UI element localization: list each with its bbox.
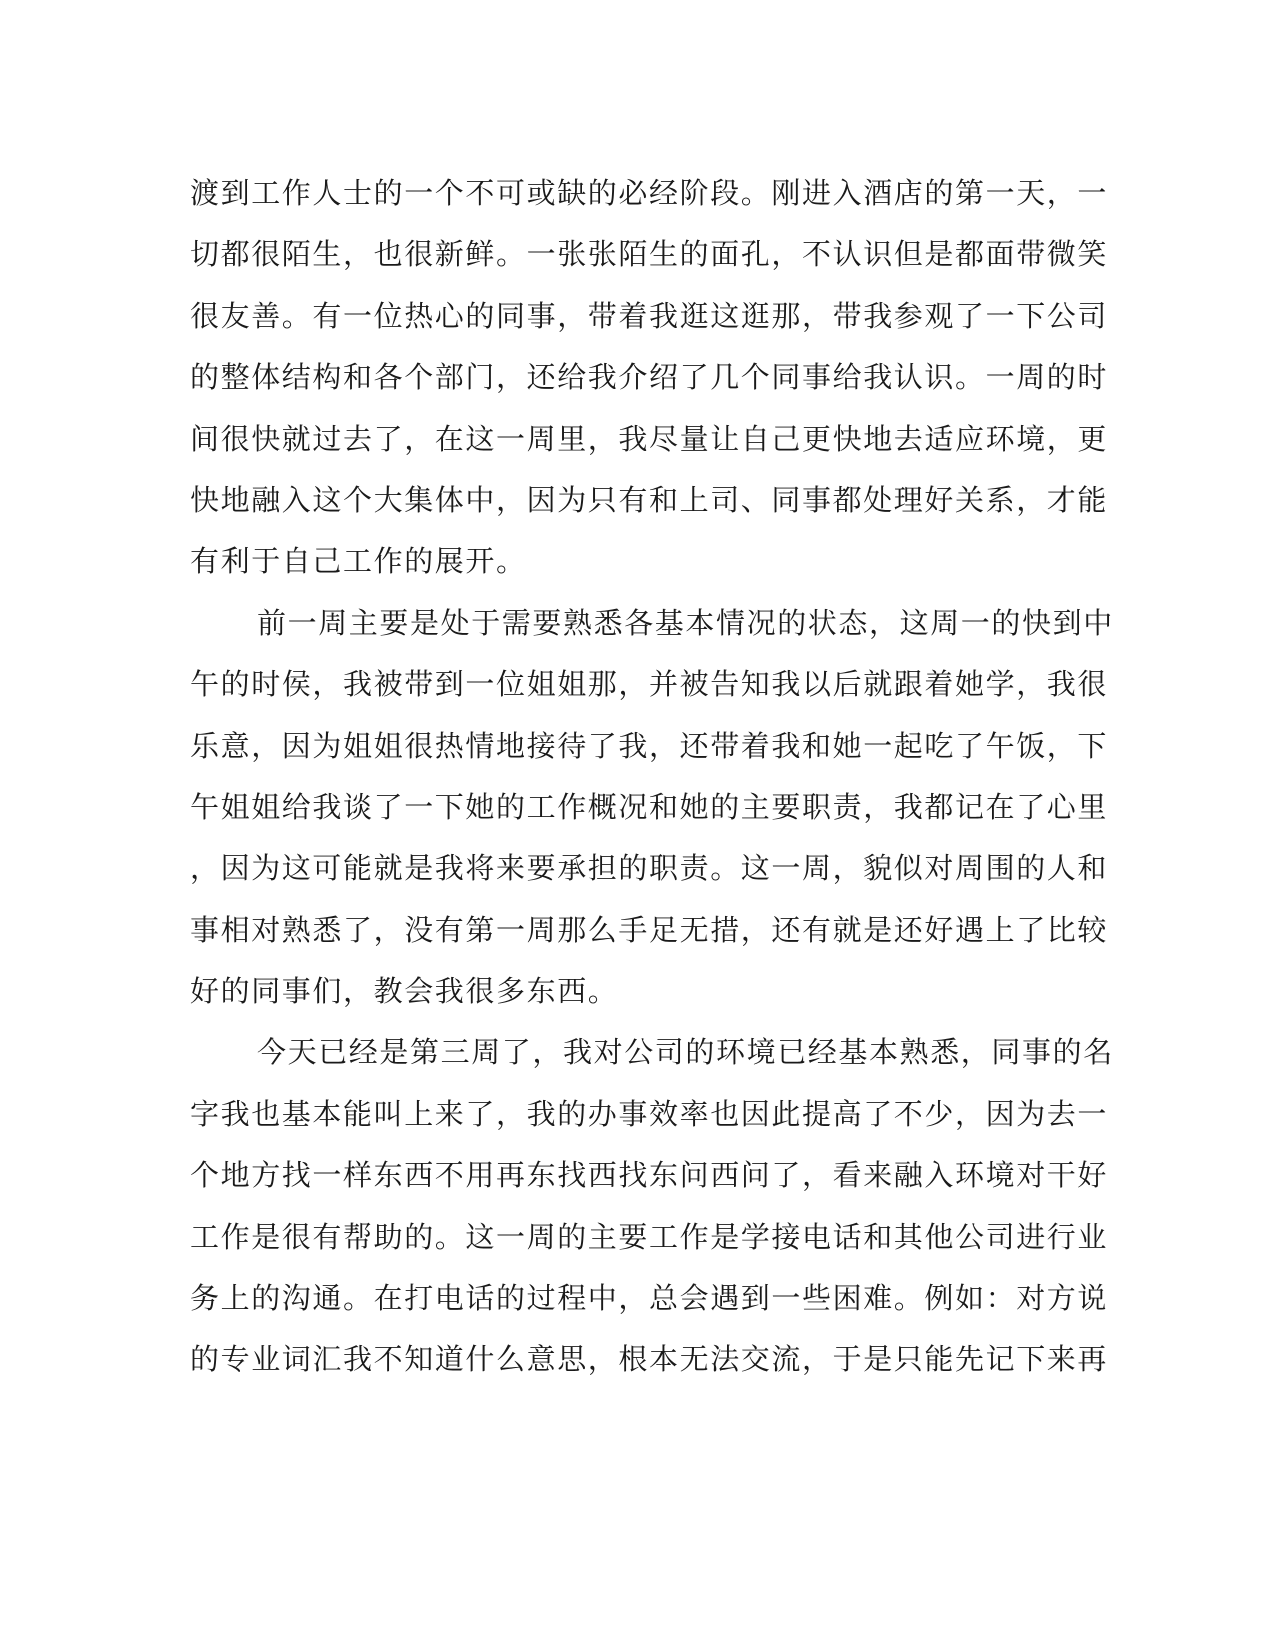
text-line: 务上的沟通。在打电话的过程中，总会遇到一些困难。例如：对方说: [190, 1281, 1109, 1316]
paragraph-2: [190, 593, 1114, 1023]
text-line: 有利于自己工作的展开。: [190, 544, 527, 579]
paragraph-3: [190, 1022, 1114, 1390]
text-line: 的整体结构和各个部门，还给我介绍了几个同事给我认识。一周的时: [190, 360, 1109, 395]
text-line: 乐意，因为姐姐很热情地接待了我，还带着我和她一起吃了午饭，下: [190, 728, 1109, 763]
text-line: 午姐姐给我谈了一下她的工作概况和她的主要职责，我都记在了心里: [190, 789, 1109, 824]
text-line: 渡到工作人士的一个不可或缺的必经阶段。刚进入酒店的第一天，一: [190, 176, 1109, 210]
text-line: 事相对熟悉了，没有第一周那么手足无措，还有就是还好遇上了比较: [190, 912, 1109, 947]
text-line: 工作是很有帮助的。这一周的主要工作是学接电话和其他公司进行业: [190, 1219, 1109, 1254]
text-line: 很友善。有一位热心的同事，带着我逛这逛那，带我参观了一下公司: [190, 298, 1109, 333]
text-line: 的专业词汇我不知道什么意思，根本无法交流，于是只能先记下来再: [190, 1342, 1109, 1377]
paragraph-1: [190, 163, 1109, 593]
text-line: 前一周主要是处于需要熟悉各基本情况的状态，这周一的快到中: [257, 605, 1114, 640]
text-line: 字我也基本能叫上来了，我的办事效率也因此提高了不少，因为去一: [190, 1096, 1109, 1131]
text-line: 快地融入这个大集体中，因为只有和上司、同事都处理好关系，才能: [190, 482, 1109, 517]
text-line: 个地方找一样东西不用再东找西找东问西问了，看来融入环境对干好: [190, 1158, 1109, 1193]
text-line: 好的同事们，教会我很多东西。: [190, 974, 619, 1009]
text-line: 切都很陌生，也很新鲜。一张张陌生的面孔，不认识但是都面带微笑: [190, 237, 1109, 272]
document-body: [190, 163, 1114, 1391]
text-line: ，因为这可能就是我将来要承担的职责。这一周，貌似对周围的人和: [190, 851, 1109, 886]
text-line: 午的时侯，我被带到一位姐姐那，并被告知我以后就跟着她学，我很: [190, 667, 1109, 702]
text-line: 间很快就过去了，在这一周里，我尽量让自己更快地去适应环境，更: [190, 421, 1109, 456]
text-line: 今天已经是第三周了，我对公司的环境已经基本熟悉，同事的名: [257, 1035, 1114, 1070]
